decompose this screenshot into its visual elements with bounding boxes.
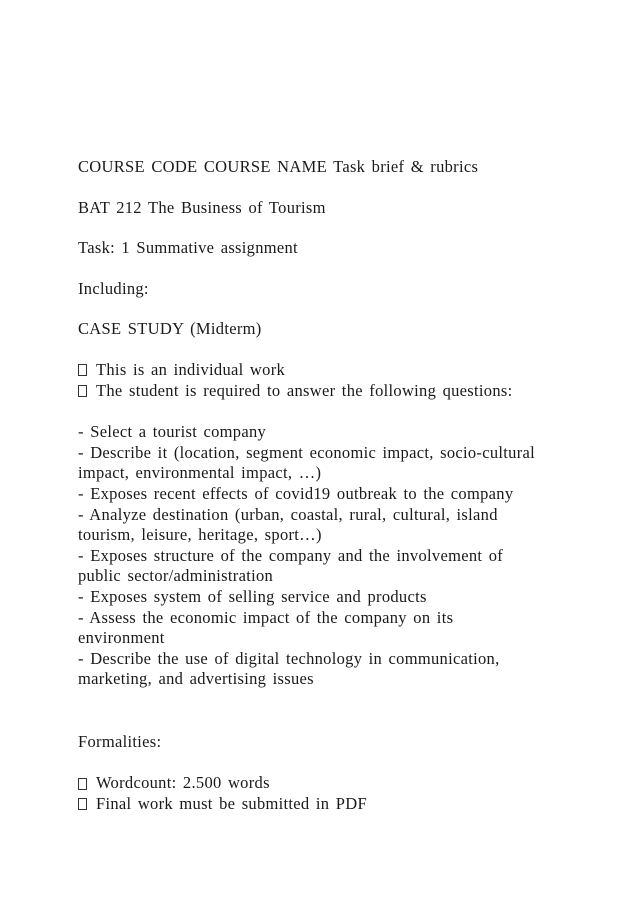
formality-text: Wordcount: 2.500 words	[96, 773, 270, 793]
course-line: BAT 212 The Business of Tourism	[78, 197, 326, 217]
question-line: - Analyze destination (urban, coastal, rural, cultural, island	[78, 504, 498, 524]
instruction-text: This is an individual work	[96, 359, 286, 379]
instruction-text: The student is required to answer the following questions:	[96, 380, 513, 400]
question-line: - Exposes system of selling service and products	[78, 586, 427, 606]
instruction-item	[78, 360, 588, 381]
bullet-box-icon	[78, 364, 87, 376]
formality-item	[78, 773, 588, 794]
question-line: environment	[78, 628, 165, 648]
bullet-box-icon	[78, 385, 87, 397]
question-line: impact, environmental impact, …)	[78, 463, 322, 483]
formalities-label: Formalities:	[78, 731, 162, 751]
instruction-item	[78, 381, 588, 402]
case-study-label: CASE STUDY (Midterm)	[78, 319, 262, 339]
question-line: - Select a tourist company	[78, 422, 267, 442]
formality-item	[78, 794, 588, 815]
question-line: - Exposes structure of the company and the involvement of	[78, 545, 504, 565]
question-line: - Exposes recent effects of covid19 outbreak to the company	[78, 483, 514, 503]
document-body	[78, 157, 588, 815]
bullet-box-icon	[78, 778, 87, 790]
question-line: - Describe it (location, segment economic impact, socio-cultural	[78, 442, 536, 462]
question-line: marketing, and advertising issues	[78, 669, 314, 689]
task-line: Task: 1 Summative assignment	[78, 238, 298, 258]
question-line: - Assess the economic impact of the company on its	[78, 607, 454, 627]
formality-text: Final work must be submitted in PDF	[96, 794, 367, 814]
including-label: Including:	[78, 278, 149, 298]
bullet-box-icon	[78, 798, 87, 810]
question-line: public sector/administration	[78, 566, 274, 586]
question-line: tourism, leisure, heritage, sport…)	[78, 525, 322, 545]
question-line: - Describe the use of digital technology in communication,	[78, 648, 500, 668]
header-line: COURSE CODE COURSE NAME Task brief & rubrics	[78, 157, 479, 176]
